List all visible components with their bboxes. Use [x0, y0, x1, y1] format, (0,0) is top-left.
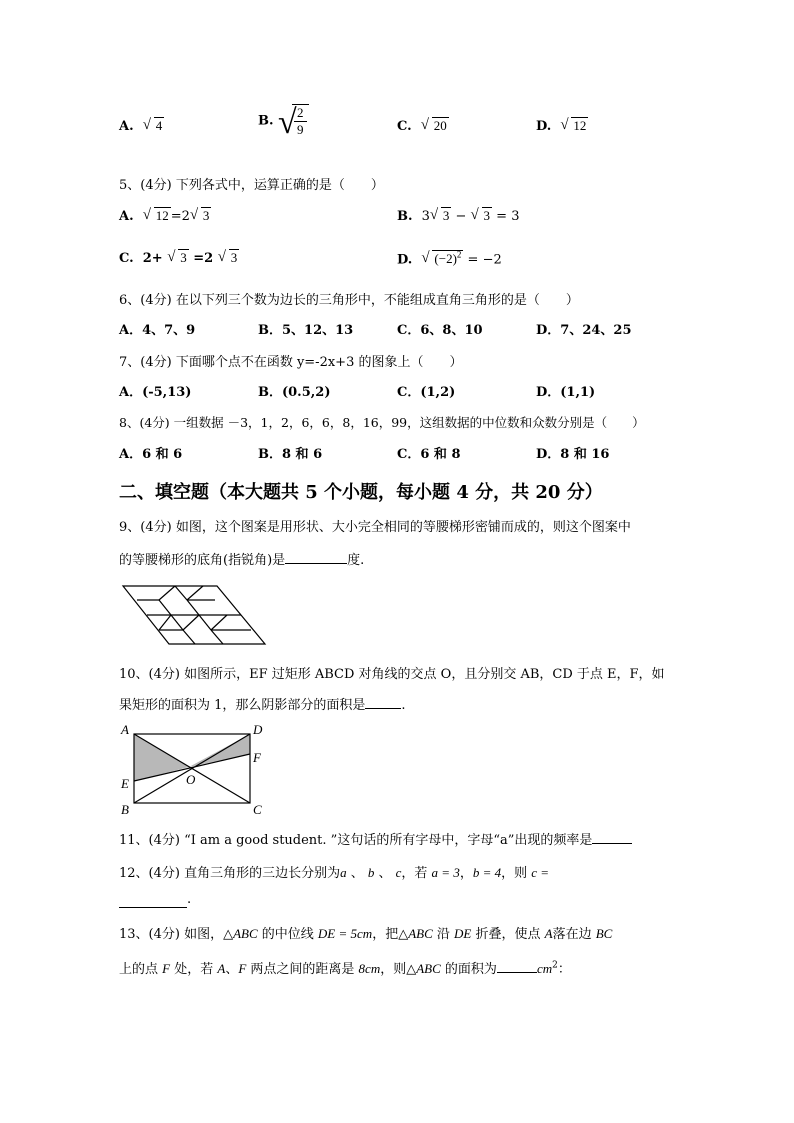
q8-option-d: D．8 和 16 [536, 447, 610, 462]
label-e: E [121, 776, 129, 791]
q6-stem: 6、(4分) 在以下列三个数为边长的三角形中，不能组成直角三角形的是（ ） [119, 293, 579, 308]
q7-stem: 7、(4分) 下面哪个点不在函数 y=-2x+3 的图象上（ ） [119, 355, 463, 370]
q6-option-d: D．7、24、25 [536, 323, 632, 338]
q6-option-a: A．4、7、9 [119, 323, 196, 338]
q8-option-a: A．6 和 6 [119, 447, 183, 462]
q10-line1: 10、(4分) 如图所示，EF 过矩形 ABCD 对角线的交点 O，且分别交 AB，CD 于点 E，F，如 [119, 667, 665, 682]
q7-option-a: A．(-5,13) [119, 385, 192, 400]
q7-option-d: D．(1,1) [536, 385, 596, 400]
label-c: C [253, 802, 262, 817]
q7-option-b: B．(0.5,2) [258, 385, 331, 400]
answer-blank[interactable] [285, 563, 347, 564]
q7-option-c: C．(1,2) [397, 385, 456, 400]
rectangle-figure [119, 720, 269, 818]
answer-blank[interactable] [119, 892, 187, 908]
sqrt-symbol: √ 12 [560, 117, 587, 133]
q6-option-b: B．5、12、13 [258, 323, 354, 338]
q11-line: 11、(4分) “I am a good student. ”这句话的所有字母中，字母“a”出现的频率是 [119, 829, 632, 848]
q12-line2: . [119, 892, 191, 908]
q12-line1: 12、(4分) 直角三角形的三边长分别为a 、 b 、 c，若 a = 3，b = 4，则 c = [119, 865, 550, 881]
answer-blank[interactable] [592, 843, 632, 844]
q5-option-a: A. √ 12 =2 √ 3 [119, 207, 210, 224]
sqrt-symbol: √ 20 [420, 117, 447, 133]
q8-option-b: B．8 和 6 [258, 447, 323, 462]
answer-blank[interactable] [497, 972, 537, 973]
q5-option-d: D. √ $(-2)^2 = -2$ [397, 250, 502, 268]
q5-stem: 5、(4分) 下列各式中，运算正确的是（ ） [119, 178, 384, 193]
q13-line2: 上的点 F 处，若 A、F 两点之间的距离是 8cm，则△ABC 的面积为 $cm^2$： [119, 960, 571, 977]
q4-option-b: B. √ $\frac{2}{9}$ [258, 104, 309, 138]
sqrt-symbol: √ $\frac{2}{9}$ [278, 104, 309, 138]
q8-option-c: C．6 和 8 [397, 447, 461, 462]
answer-blank[interactable] [365, 708, 401, 709]
section-heading: 二、填空题（本大题共 5 个小题，每小题 4 分，共 20 分） [119, 482, 603, 503]
label-d: D [253, 722, 263, 737]
q6-option-c: C．6、8、10 [397, 323, 483, 338]
q8-stem: 8、(4分) 一组数据 －3，1，2，6，6，8，16，99，这组数据的中位数和众数分别是（ ） [119, 415, 645, 430]
q10-line2: 果矩形的面积为 1，那么阴影部分的面积是 . [119, 698, 406, 713]
label-f: F [253, 750, 261, 765]
trapezoid-tiling-figure [119, 582, 269, 650]
q9-line2: 的等腰梯形的底角(指锐角)是 度. [119, 553, 365, 568]
q9-line1: 9、(4分) 如图，这个图案是用形状、大小完全相同的等腰梯形密铺而成的，则这个图案中 [119, 520, 631, 535]
label-o: O [186, 772, 196, 787]
label-a: A [121, 722, 129, 737]
q4-option-d: D. √ 12 [536, 117, 587, 134]
q4-option-c: C. √ 20 [397, 117, 447, 134]
q5-option-b: B. 3 √ 3 − √ 3 = 3 [397, 207, 520, 224]
sqrt-symbol: √ 4 [142, 117, 163, 133]
q5-option-c: C. 2+ √ 3 =2 √ 3 [119, 249, 238, 266]
label-b: B [121, 802, 129, 817]
q13-line1: 13、(4分) 如图，△ABC 的中位线 DE = 5cm，把△ABC 沿 DE 折叠，使点 A落在边 BC [119, 926, 613, 942]
q4-option-a: A. √ 4 [119, 117, 163, 134]
